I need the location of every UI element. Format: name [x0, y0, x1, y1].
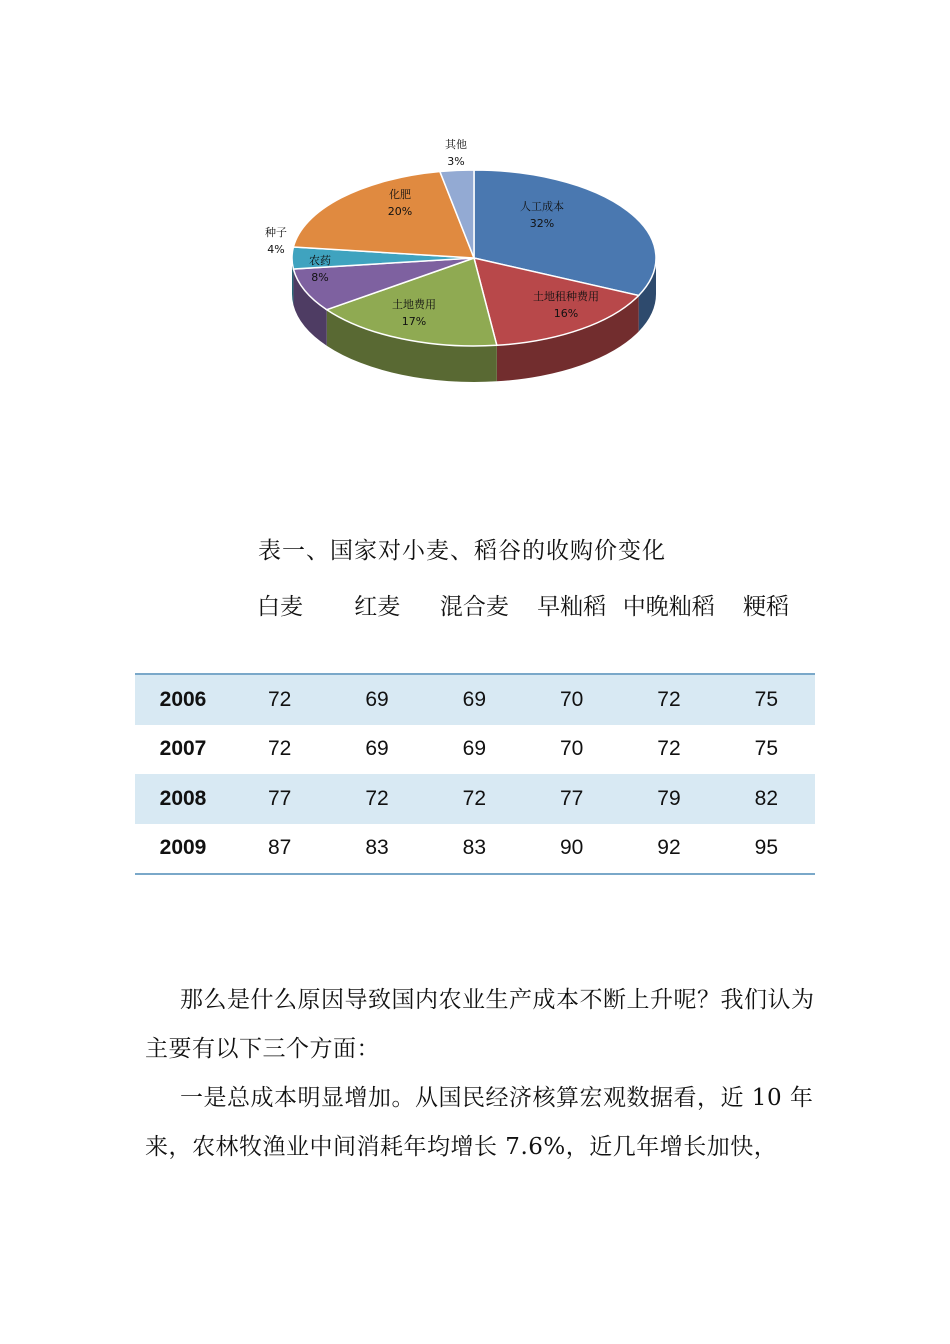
row-year: 2009 — [159, 836, 207, 860]
pie-value-3: 8% — [311, 271, 329, 284]
price-cell: 70 — [559, 737, 584, 761]
price-cell: 72 — [328, 774, 425, 824]
price-cell: 82 — [718, 774, 815, 824]
pie-value-0: 32% — [529, 217, 555, 230]
row-year: 2007 — [159, 737, 207, 761]
price-cell: 75 — [754, 737, 778, 761]
price-cell: 69 — [462, 737, 486, 761]
pie-label-4: 种子 — [265, 226, 287, 239]
table-title: 表一、国家对小麦、稻谷的收购价变化 — [258, 538, 666, 564]
column-header-1: 红麦 — [354, 594, 401, 620]
price-cell: 75 — [718, 674, 815, 725]
price-cell: 77 — [523, 774, 620, 824]
price-cell: 72 — [657, 737, 681, 761]
row-year: 2006 — [135, 674, 231, 725]
price-cell: 95 — [754, 836, 778, 860]
price-cell: 69 — [365, 737, 389, 761]
price-cell: 72 — [426, 774, 523, 824]
price-cell: 72 — [620, 674, 717, 725]
price-cell: 70 — [523, 674, 620, 725]
pie-value-1: 16% — [553, 307, 579, 320]
price-cell: 83 — [462, 836, 486, 860]
table-row — [135, 725, 815, 775]
price-cell: 72 — [231, 674, 328, 725]
price-cell: 92 — [657, 836, 681, 860]
pie-label-0: 人工成本 — [520, 200, 564, 213]
row-year: 2008 — [135, 774, 231, 824]
price-cell: 83 — [365, 836, 389, 860]
price-cell: 79 — [620, 774, 717, 824]
price-cell: 87 — [267, 836, 292, 860]
table-row — [135, 774, 815, 824]
pie-label-3: 农药 — [309, 254, 331, 267]
price-cell: 77 — [231, 774, 328, 824]
price-cell: 69 — [426, 674, 523, 725]
pie-label-6: 其他 — [445, 138, 467, 151]
paragraph-question: 那么是什么原因导致国内农业生产成本不断上升呢？我们认为主要有以下三个方面： — [145, 987, 815, 1062]
price-cell: 72 — [267, 737, 292, 761]
pie-value-5: 20% — [387, 205, 413, 218]
price-cell: 90 — [559, 836, 584, 860]
column-header-5: 粳稻 — [743, 594, 789, 620]
cost-pie-chart — [0, 0, 950, 440]
table-row — [135, 824, 815, 875]
column-header-0: 白麦 — [257, 594, 303, 620]
pie-label-1: 土地租种费用 — [533, 290, 599, 303]
column-header-2: 混合麦 — [439, 594, 509, 620]
pie-label-2: 土地费用 — [392, 298, 436, 311]
price-cell: 69 — [328, 674, 425, 725]
purchase-price-table — [135, 673, 815, 875]
pie-value-4: 4% — [267, 243, 285, 256]
column-header-4: 中晚籼稻 — [622, 594, 715, 620]
pie-value-2: 17% — [401, 315, 427, 328]
column-header-3: 早籼稻 — [537, 594, 607, 620]
paragraph-reason-one: 一是总成本明显增加。从国民经济核算宏观数据看，近 10 年来，农林牧渔业中间消耗年均增长 7.6%，近几年增长加快， — [145, 1085, 814, 1160]
pie-label-5: 化肥 — [389, 188, 411, 201]
table-row — [135, 674, 815, 725]
pie-value-6: 3% — [447, 155, 465, 168]
